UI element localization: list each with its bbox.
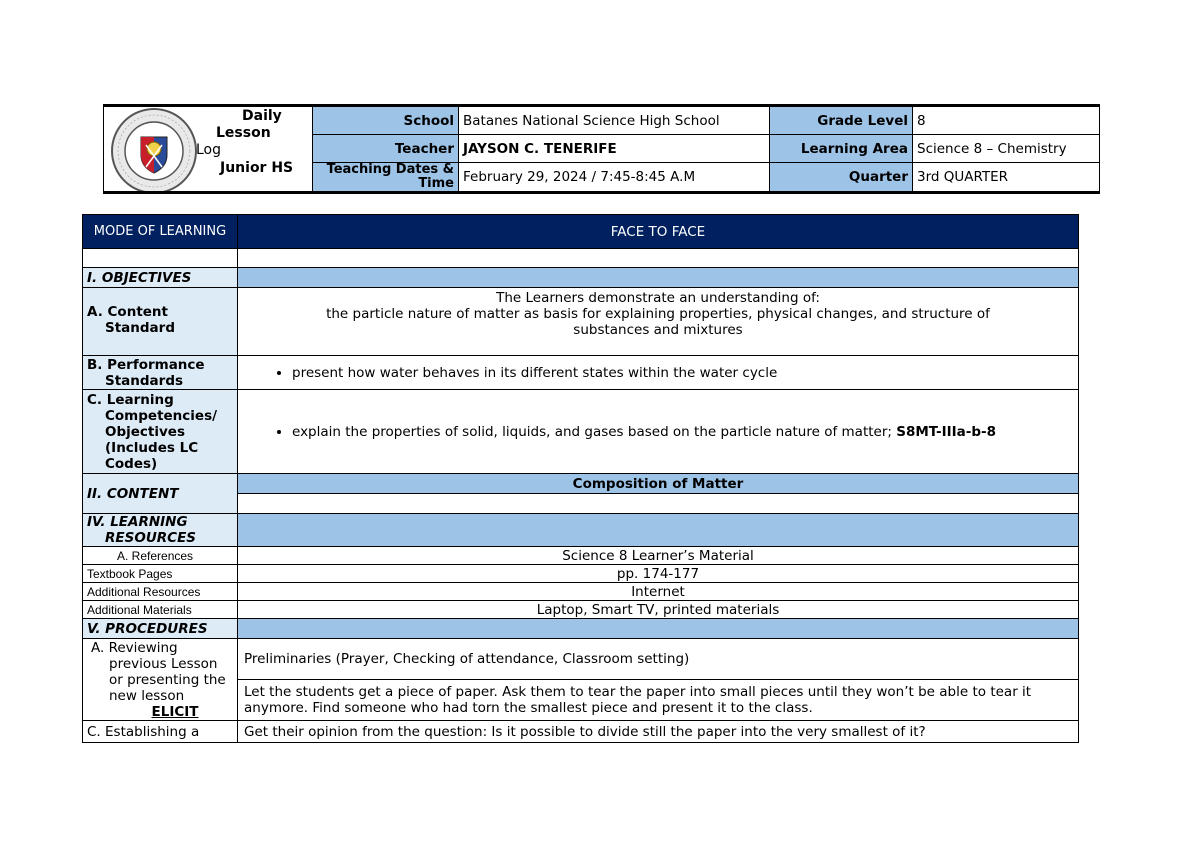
reviewing-label: A. Reviewing previous Lesson or presenting the new lesson: [91, 640, 226, 704]
learning-area-value: Science 8 – Chemistry: [913, 135, 1100, 163]
procedures-heading: V. PROCEDURES: [83, 619, 238, 639]
performance-standards-cell: [238, 356, 1079, 390]
additional-resources-value: Internet: [238, 583, 1079, 601]
objectives-heading: I. OBJECTIVES: [83, 268, 238, 288]
lesson-log-table: [82, 214, 1079, 743]
grade-level-value: 8: [913, 106, 1100, 135]
spacer-cell: [238, 249, 1079, 268]
teaching-dates-value: February 29, 2024 / 7:45-8:45 A.M: [459, 163, 770, 193]
performance-standards-label: B. Performance Standards: [83, 356, 238, 390]
learning-competencies-bullet: [292, 424, 1074, 440]
content-topic: Composition of Matter: [238, 474, 1079, 494]
procedures-band: [238, 619, 1079, 639]
dll-title-line-3: Log: [196, 142, 222, 158]
references-value: Science 8 Learner’s Material: [238, 547, 1079, 565]
logo-cell: [104, 106, 313, 193]
resources-band: [238, 514, 1079, 547]
grade-level-label: Grade Level: [770, 106, 913, 135]
references-label: A. References: [83, 547, 238, 565]
content-standard-text: [238, 288, 1079, 356]
dll-title-line-4: Junior HS: [220, 160, 294, 176]
elicit-label: ELICIT: [151, 704, 199, 720]
header-table: [103, 104, 1100, 194]
additional-materials-label: Additional Materials: [83, 601, 238, 619]
additional-materials-value: Laptop, Smart TV, printed materials: [238, 601, 1079, 619]
quarter-label: Quarter: [770, 163, 913, 193]
lc-code: S8MT-IIIa-b-8: [896, 423, 997, 440]
reviewing-label-cell: [83, 639, 238, 721]
learning-resources-heading: IV. LEARNING RESOURCES: [83, 514, 238, 547]
dll-title-line-2: Lesson: [216, 125, 271, 141]
learning-area-label: Learning Area: [770, 135, 913, 163]
learning-competencies-label: C. Learning Competencies/ Objectives (Includes LC Codes): [83, 390, 238, 474]
textbook-pages-label: Textbook Pages: [83, 565, 238, 583]
content-standard-line-3: substances and mixtures: [573, 322, 743, 338]
quarter-value: 3rd QUARTER: [913, 163, 1100, 193]
preliminaries-text: Preliminaries (Prayer, Checking of attendance, Classroom setting): [238, 639, 1079, 680]
spacer-cell: [83, 249, 238, 268]
mode-of-learning-value: FACE TO FACE: [238, 215, 1079, 249]
textbook-pages-value: pp. 174-177: [238, 565, 1079, 583]
objectives-band: [238, 268, 1079, 288]
establishing-label: C. Establishing a: [83, 721, 238, 743]
teacher-label: Teacher: [313, 135, 459, 163]
teaching-dates-label: Teaching Dates & Time: [313, 163, 459, 193]
activity-text: Let the students get a piece of paper. Ask them to tear the paper into small pieces until they won’t be able to tear it anymore. Find someone who had torn the smallest piece and present it to the class.: [238, 680, 1079, 721]
deped-seal-icon: [108, 107, 200, 193]
competency-text: explain the properties of solid, liquids, and gases based on the particle nature of matter;: [292, 423, 892, 440]
teacher-value: JAYSON C. TENERIFE: [459, 135, 770, 163]
content-standard-line-2: the particle nature of matter as basis for explaining properties, physical changes, and structure of: [326, 306, 990, 322]
content-empty-cell: [238, 494, 1079, 514]
learning-competencies-cell: [238, 390, 1079, 474]
mode-of-learning-label: MODE OF LEARNING: [83, 215, 238, 249]
school-label: School: [313, 106, 459, 135]
additional-resources-label: Additional Resources: [83, 583, 238, 601]
school-value: Batanes National Science High School: [459, 106, 770, 135]
establishing-text: Get their opinion from the question: Is it possible to divide still the paper into the very smallest of it?: [238, 721, 1079, 743]
dll-title-line-1: Daily: [242, 108, 282, 124]
performance-standards-bullet: • present how water behaves in its different states within the water cycle: [292, 365, 1074, 381]
content-standard-label: A. Content Standard: [83, 288, 238, 356]
content-standard-line-1: The Learners demonstrate an understanding of:: [496, 290, 820, 306]
content-heading: II. CONTENT: [83, 474, 238, 514]
